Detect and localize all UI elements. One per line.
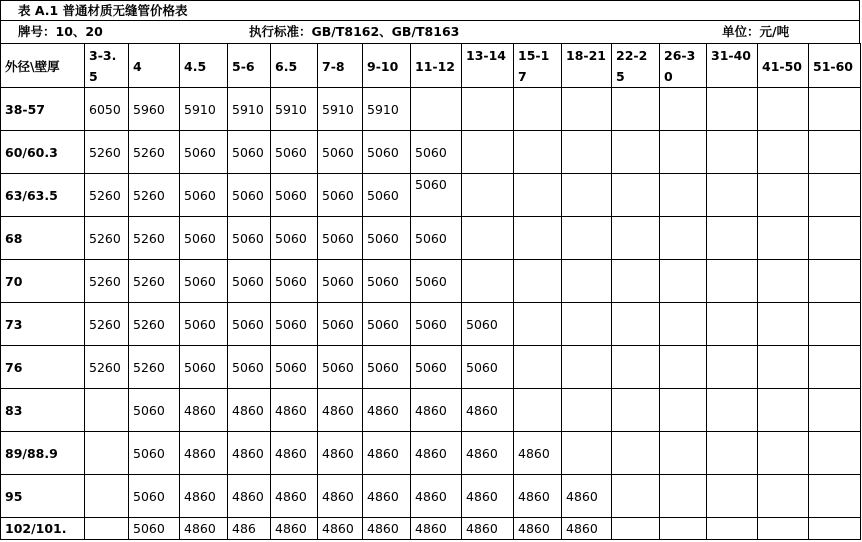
price-cell xyxy=(462,131,514,174)
price-cell xyxy=(707,174,758,217)
price-cell: 5060 xyxy=(462,303,514,346)
price-cell: 5060 xyxy=(411,260,462,303)
price-cell xyxy=(758,260,809,303)
table-row xyxy=(1,217,861,260)
price-cell: 5260 xyxy=(85,260,129,303)
price-cell: 4860 xyxy=(228,389,271,432)
price-cell: 6050 xyxy=(85,88,129,131)
price-cell xyxy=(562,174,612,217)
price-cell xyxy=(411,88,462,131)
price-cell: 5260 xyxy=(129,174,180,217)
column-header: 22-25 xyxy=(612,44,660,88)
price-cell xyxy=(660,260,707,303)
price-cell: 4860 xyxy=(271,389,318,432)
price-cell xyxy=(514,217,562,260)
price-cell xyxy=(85,389,129,432)
price-cell: 4860 xyxy=(363,432,411,475)
row-header-od: 38-57 xyxy=(1,88,85,131)
price-cell: 4860 xyxy=(411,518,462,540)
price-cell: 5260 xyxy=(129,346,180,389)
price-cell: 5060 xyxy=(228,346,271,389)
price-cell xyxy=(562,260,612,303)
price-cell xyxy=(707,131,758,174)
price-cell: 5060 xyxy=(129,475,180,518)
row-header-od: 83 xyxy=(1,389,85,432)
price-cell: 4860 xyxy=(180,432,228,475)
price-cell xyxy=(612,389,660,432)
price-cell xyxy=(612,346,660,389)
price-cell: 5910 xyxy=(271,88,318,131)
price-cell xyxy=(707,217,758,260)
price-cell xyxy=(514,260,562,303)
price-cell xyxy=(707,389,758,432)
price-cell xyxy=(562,303,612,346)
price-cell: 4860 xyxy=(318,432,363,475)
price-cell: 5060 xyxy=(318,260,363,303)
price-cell xyxy=(660,389,707,432)
price-cell: 5060 xyxy=(411,217,462,260)
price-cell: 4860 xyxy=(514,475,562,518)
price-cell: 5060 xyxy=(180,303,228,346)
column-header: 5-6 xyxy=(228,44,271,88)
price-cell: 5060 xyxy=(271,217,318,260)
price-cell xyxy=(809,88,861,131)
price-cell: 5060 xyxy=(462,346,514,389)
price-cell: 5060 xyxy=(129,389,180,432)
price-cell xyxy=(809,217,861,260)
price-cell: 4860 xyxy=(228,475,271,518)
corner-header: 外径\壁厚 xyxy=(1,44,85,88)
price-cell: 5060 xyxy=(228,131,271,174)
price-cell xyxy=(758,174,809,217)
price-cell xyxy=(758,389,809,432)
table-row xyxy=(1,303,861,346)
price-cell xyxy=(612,432,660,475)
price-cell xyxy=(562,131,612,174)
column-header: 7-8 xyxy=(318,44,363,88)
price-cell xyxy=(462,260,514,303)
price-cell: 4860 xyxy=(462,475,514,518)
price-cell xyxy=(809,475,861,518)
column-header: 15-17 xyxy=(514,44,562,88)
column-header: 3-3.5 xyxy=(85,44,129,88)
price-cell xyxy=(660,518,707,540)
price-cell: 5260 xyxy=(85,131,129,174)
price-cell: 4860 xyxy=(514,432,562,475)
price-cell: 5060 xyxy=(180,174,228,217)
price-cell: 5260 xyxy=(129,217,180,260)
price-cell: 5060 xyxy=(228,217,271,260)
price-cell xyxy=(707,88,758,131)
table-row xyxy=(1,389,861,432)
price-cell: 5060 xyxy=(318,131,363,174)
price-cell: 4860 xyxy=(271,518,318,540)
table-row xyxy=(1,131,861,174)
price-cell xyxy=(809,131,861,174)
price-cell xyxy=(85,518,129,540)
price-cell xyxy=(758,475,809,518)
price-cell: 4860 xyxy=(271,432,318,475)
price-cell: 5260 xyxy=(85,303,129,346)
price-cell xyxy=(809,174,861,217)
price-cell xyxy=(85,432,129,475)
price-cell xyxy=(660,475,707,518)
price-cell xyxy=(758,518,809,540)
price-cell xyxy=(707,346,758,389)
price-cell xyxy=(612,260,660,303)
price-cell xyxy=(514,303,562,346)
price-cell xyxy=(707,260,758,303)
price-cell xyxy=(612,475,660,518)
price-cell xyxy=(809,518,861,540)
price-cell: 5060 xyxy=(271,131,318,174)
table-row xyxy=(1,432,861,475)
column-header: 18-21 xyxy=(562,44,612,88)
grade-label: 牌号：10、20 xyxy=(18,24,103,39)
price-cell: 5060 xyxy=(180,217,228,260)
price-cell xyxy=(809,432,861,475)
row-header-od: 89/88.9 xyxy=(1,432,85,475)
price-cell xyxy=(707,303,758,346)
price-cell xyxy=(809,260,861,303)
price-cell: 5910 xyxy=(228,88,271,131)
price-cell: 4860 xyxy=(318,389,363,432)
price-cell xyxy=(612,518,660,540)
price-cell: 5910 xyxy=(180,88,228,131)
price-cell xyxy=(462,217,514,260)
price-cell xyxy=(707,518,758,540)
row-header-od: 73 xyxy=(1,303,85,346)
price-cell: 4860 xyxy=(180,389,228,432)
price-cell xyxy=(809,346,861,389)
price-cell: 5060 xyxy=(411,174,462,217)
price-cell: 5260 xyxy=(129,131,180,174)
column-header: 4.5 xyxy=(180,44,228,88)
price-cell xyxy=(660,346,707,389)
price-cell: 5060 xyxy=(129,432,180,475)
price-cell: 5060 xyxy=(363,217,411,260)
price-cell xyxy=(707,475,758,518)
table-row xyxy=(1,475,861,518)
price-cell: 5060 xyxy=(180,260,228,303)
price-cell: 5060 xyxy=(318,174,363,217)
price-cell: 5060 xyxy=(271,346,318,389)
price-cell: 4860 xyxy=(363,389,411,432)
price-cell: 4860 xyxy=(462,389,514,432)
price-cell xyxy=(514,389,562,432)
price-cell: 5060 xyxy=(411,346,462,389)
price-cell: 4860 xyxy=(562,518,612,540)
price-cell: 5060 xyxy=(318,217,363,260)
price-cell: 5910 xyxy=(363,88,411,131)
table-row xyxy=(1,346,861,389)
price-cell xyxy=(514,346,562,389)
price-cell xyxy=(612,174,660,217)
price-cell: 4860 xyxy=(363,518,411,540)
row-header-od: 63/63.5 xyxy=(1,174,85,217)
price-cell xyxy=(612,217,660,260)
price-cell: 4860 xyxy=(514,518,562,540)
price-cell: 5060 xyxy=(228,303,271,346)
price-cell xyxy=(660,303,707,346)
price-cell: 4860 xyxy=(462,518,514,540)
price-cell: 5260 xyxy=(85,346,129,389)
row-header-od: 60/60.3 xyxy=(1,131,85,174)
price-cell xyxy=(612,88,660,131)
unit-label: 单位：元/吨 xyxy=(722,24,790,39)
price-cell: 5060 xyxy=(271,174,318,217)
price-cell xyxy=(758,131,809,174)
price-cell xyxy=(562,346,612,389)
price-cell: 4860 xyxy=(411,432,462,475)
price-cell: 4860 xyxy=(180,475,228,518)
price-cell: 5060 xyxy=(271,303,318,346)
price-cell xyxy=(758,432,809,475)
price-cell xyxy=(514,88,562,131)
price-cell xyxy=(514,131,562,174)
price-cell xyxy=(758,88,809,131)
price-cell xyxy=(758,303,809,346)
column-header: 4 xyxy=(129,44,180,88)
price-cell: 4860 xyxy=(462,432,514,475)
price-cell xyxy=(612,303,660,346)
price-cell xyxy=(758,217,809,260)
table-row xyxy=(1,174,861,217)
column-header: 11-12 xyxy=(411,44,462,88)
price-cell xyxy=(514,174,562,217)
price-cell: 5260 xyxy=(129,260,180,303)
price-cell: 4860 xyxy=(318,475,363,518)
price-cell xyxy=(562,432,612,475)
price-cell: 486 xyxy=(228,518,271,540)
price-cell: 5260 xyxy=(85,217,129,260)
price-cell: 5960 xyxy=(129,88,180,131)
header-row xyxy=(1,44,861,88)
row-header-od: 70 xyxy=(1,260,85,303)
table-meta-bar xyxy=(0,20,860,44)
price-cell xyxy=(660,217,707,260)
row-header-od: 102/101. xyxy=(1,518,85,540)
table-row xyxy=(1,518,861,540)
row-header-od: 76 xyxy=(1,346,85,389)
price-cell xyxy=(660,131,707,174)
price-cell xyxy=(809,389,861,432)
price-cell: 5060 xyxy=(318,303,363,346)
price-cell: 5060 xyxy=(363,303,411,346)
price-table xyxy=(0,43,861,540)
price-cell xyxy=(462,88,514,131)
price-cell xyxy=(758,346,809,389)
price-cell: 4860 xyxy=(411,389,462,432)
standard-label: 执行标准：GB/T8162、GB/T8163 xyxy=(249,24,460,39)
price-cell xyxy=(660,88,707,131)
table-caption: 表 A.1 普通材质无缝管价格表 xyxy=(0,0,860,20)
price-cell: 5060 xyxy=(363,260,411,303)
price-cell: 5060 xyxy=(180,131,228,174)
table-row xyxy=(1,260,861,303)
price-cell: 4860 xyxy=(271,475,318,518)
price-cell xyxy=(660,432,707,475)
row-header-od: 68 xyxy=(1,217,85,260)
price-cell: 5260 xyxy=(129,303,180,346)
row-header-od: 95 xyxy=(1,475,85,518)
price-cell: 4860 xyxy=(228,432,271,475)
price-cell: 4860 xyxy=(180,518,228,540)
column-header: 31-40 xyxy=(707,44,758,88)
column-header: 13-14 xyxy=(462,44,514,88)
price-cell xyxy=(85,475,129,518)
price-cell: 4860 xyxy=(363,475,411,518)
price-cell xyxy=(562,88,612,131)
price-cell xyxy=(809,303,861,346)
column-header: 26-30 xyxy=(660,44,707,88)
column-header: 6.5 xyxy=(271,44,318,88)
price-cell: 4860 xyxy=(562,475,612,518)
column-header: 41-50 xyxy=(758,44,809,88)
price-cell: 5060 xyxy=(228,260,271,303)
price-cell: 5910 xyxy=(318,88,363,131)
price-cell: 5060 xyxy=(271,260,318,303)
table-row xyxy=(1,88,861,131)
price-cell: 5060 xyxy=(411,303,462,346)
price-cell: 5260 xyxy=(85,174,129,217)
column-header: 51-60 xyxy=(809,44,861,88)
price-cell xyxy=(562,389,612,432)
column-header: 9-10 xyxy=(363,44,411,88)
price-cell: 4860 xyxy=(411,475,462,518)
price-cell: 5060 xyxy=(363,131,411,174)
price-cell xyxy=(462,174,514,217)
price-cell xyxy=(660,174,707,217)
price-cell xyxy=(707,432,758,475)
price-cell: 5060 xyxy=(180,346,228,389)
price-cell xyxy=(562,217,612,260)
price-cell: 5060 xyxy=(363,346,411,389)
price-cell: 4860 xyxy=(318,518,363,540)
price-cell: 5060 xyxy=(363,174,411,217)
price-cell: 5060 xyxy=(411,131,462,174)
price-cell: 5060 xyxy=(318,346,363,389)
price-cell xyxy=(612,131,660,174)
price-cell: 5060 xyxy=(129,518,180,540)
price-cell: 5060 xyxy=(228,174,271,217)
